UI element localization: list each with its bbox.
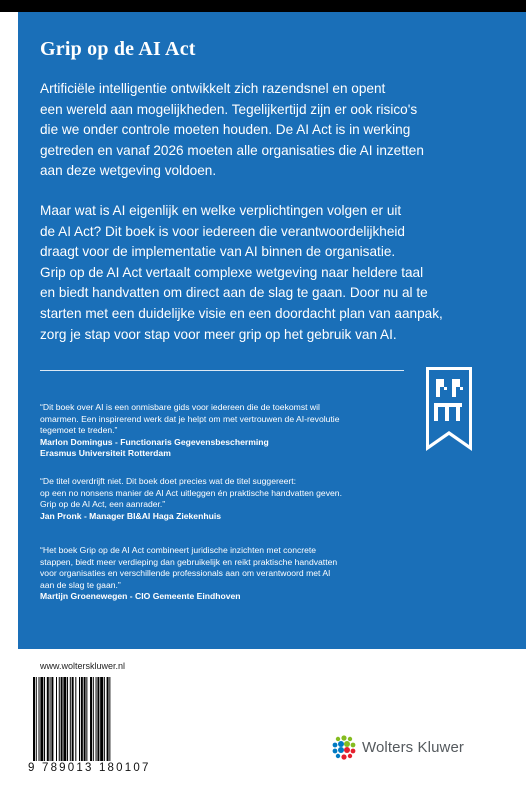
wolters-kluwer-dots-icon: [330, 733, 358, 761]
second-line: Grip op de AI Act vertaalt complexe wetgeving naar heldere taal: [40, 264, 424, 280]
second-line: en biedt handvatten om direct aan de slag te gaan. Door nu al te: [40, 285, 428, 301]
second-line: starten met een duidelijke visie en een doordacht plan van aanpak,: [40, 305, 443, 321]
quote-line: omarmen. Een inspirerend werk dat je helpt om met vertrouwen de AI-revolutie: [40, 413, 340, 424]
book-title: Grip op de AI Act: [40, 38, 196, 60]
quote-line: op een no nonsens manier de AI Act uitleggen én praktische handvatten geven.: [40, 487, 342, 498]
quote-line: aan de slag te gaan.”: [40, 579, 121, 590]
quote-line: “Dit boek over AI is een onmisbare gids voor iedereen die de toekomst wil: [40, 402, 320, 412]
intro-line: die we onder controle moeten houden. De AI Act is in werking: [40, 122, 411, 138]
quote-author: Marlon Domingus - Functionaris Gegevensbescherming: [40, 436, 269, 447]
quote-line: “De titel overdrijft niet. Dit boek doet precies wat de titel suggereert:: [40, 476, 297, 486]
second-paragraph: [40, 201, 490, 345]
second-line: draagt voor de implementatie van AI binnen de organisatie.: [40, 244, 396, 260]
quote-3: [40, 545, 440, 603]
isbn-digits: 9 789013 180107: [28, 762, 151, 774]
publisher-name: Wolters Kluwer: [362, 738, 464, 756]
quote-line: “Het boek Grip op de AI Act combineert juridische inzichten met concrete: [40, 545, 317, 555]
website-url: www.wolterskluwer.nl: [40, 661, 126, 671]
intro-line: Artificiële intelligentie ontwikkelt zich razendsnel en opent: [40, 81, 386, 96]
quote-2: [40, 476, 440, 522]
quote-line: tegemoet te treden.”: [40, 425, 118, 436]
publisher-logo: [330, 733, 464, 761]
divider: [40, 370, 404, 371]
quote-line: voor organisaties en verschillende professionals aan om verantwoord met AI: [40, 568, 331, 579]
quote-author: Martijn Groenewegen - CIO Gemeente Eindhoven: [40, 591, 241, 602]
quote-author: Jan Pronk - Manager BI&AI Haga Ziekenhuis: [40, 510, 221, 521]
quote-line: Grip op de AI Act, een aanrader.”: [40, 499, 166, 510]
intro-paragraph: [40, 79, 490, 182]
intro-line: aan deze wetgeving voldoen.: [40, 163, 217, 179]
quote-1: [40, 402, 440, 460]
intro-line: een wereld aan mogelijkheden. Tegelijkertijd zijn er ook risico's: [40, 101, 418, 117]
top-edge: [0, 0, 526, 12]
quote-author: Erasmus Universiteit Rotterdam: [40, 448, 171, 459]
intro-line: getreden en vanaf 2026 moeten alle organisaties die AI inzetten: [40, 142, 424, 158]
second-line: de AI Act? Dit boek is voor iedereen die verantwoordelijkheid: [40, 223, 405, 239]
barcode-icon: [33, 677, 133, 761]
second-line: Maar wat is AI eigenlijk en welke verplichtingen volgen er uit: [40, 203, 402, 218]
second-line: zorg je stap voor stap voor meer grip op het gebruik van AI.: [40, 326, 397, 342]
quote-line: stappen, biedt meer verdieping dan gebruikelijk en reikt praktische handvatten: [40, 556, 338, 567]
